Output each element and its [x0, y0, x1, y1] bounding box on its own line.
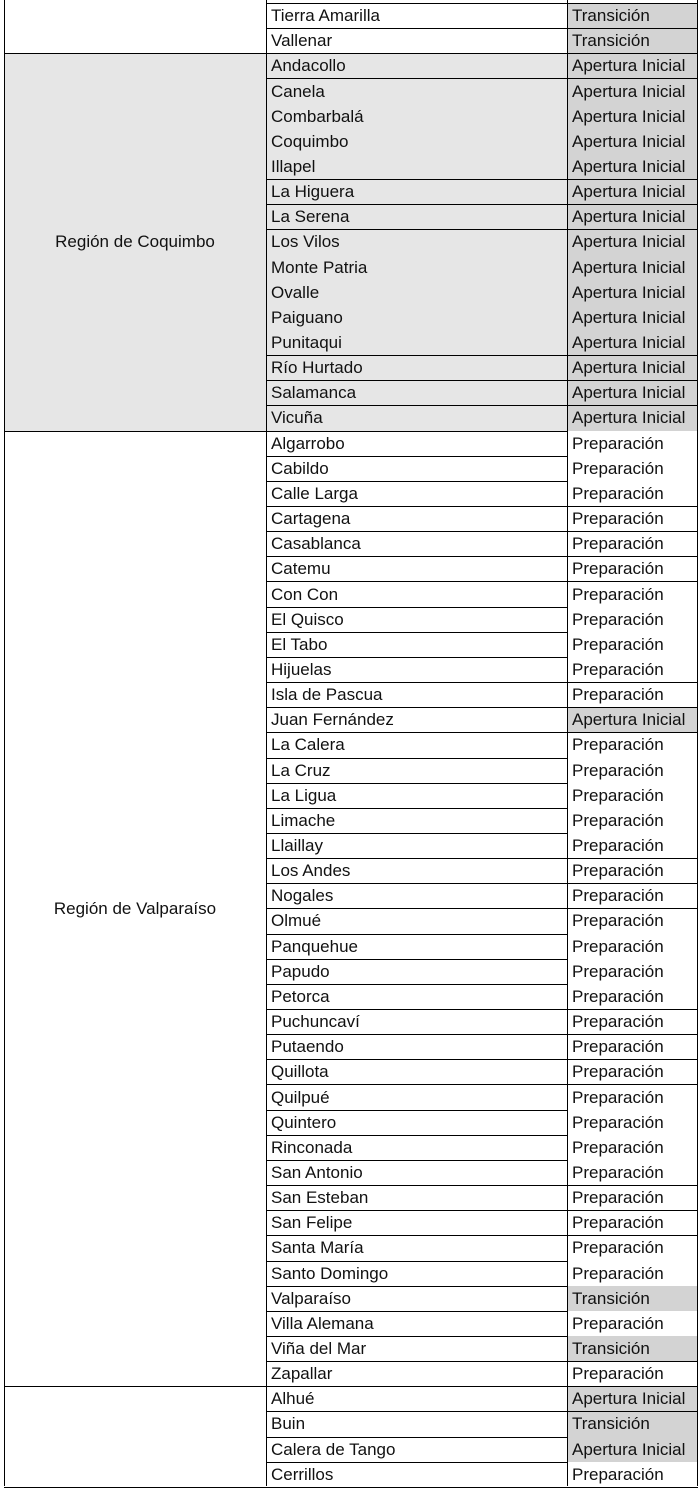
comuna-cell: Vicuña: [266, 406, 567, 431]
comuna-cell: Alhué: [271, 1389, 315, 1409]
fase-cell: Apertura Inicial: [567, 205, 697, 230]
fase-cell: Transición: [567, 1336, 697, 1361]
region-label: Región de Valparaíso: [53, 898, 217, 918]
table-row: [0, 758, 700, 783]
comuna-cell: Cabildo: [271, 458, 329, 478]
table-row: [0, 1311, 700, 1336]
table-row: [0, 1261, 700, 1286]
table-row: [0, 959, 700, 984]
comuna-cell: Panquehue: [271, 936, 358, 956]
fase-cell: Transición: [567, 1412, 697, 1437]
fase-cell: Preparación: [567, 1211, 697, 1236]
fase-cell: Preparación: [567, 532, 697, 557]
fase-cell: Apertura Inicial: [567, 356, 697, 381]
fase-cell: Apertura Inicial: [567, 381, 697, 406]
fase-cell: Preparación: [567, 1085, 697, 1110]
fase-cell: Preparación: [567, 657, 697, 682]
fase-cell: Preparación: [567, 507, 697, 532]
comuna-cell: La Serena: [266, 205, 567, 230]
fase-cell: Preparación: [567, 1110, 697, 1135]
table-row: [0, 154, 700, 179]
table-row: [0, 1211, 700, 1236]
table-row: [0, 557, 700, 582]
table-row: [0, 4, 700, 29]
table-row: [0, 683, 700, 708]
table-row: [0, 657, 700, 682]
comuna-cell: Santa María: [271, 1238, 364, 1258]
table-row: [0, 532, 700, 557]
fase-cell: Apertura Inicial: [567, 54, 697, 79]
comuna-cell: Canela: [266, 79, 567, 104]
fase-cell: Preparación: [567, 582, 697, 607]
comuna-cell: Papudo: [271, 961, 330, 981]
fase-cell: Preparación: [567, 431, 697, 456]
comuna-cell: Calera de Tango: [271, 1439, 396, 1459]
fase-cell: Preparación: [567, 632, 697, 657]
comuna-cell: Nogales: [271, 886, 334, 906]
comuna-cell: Salamanca: [266, 381, 567, 406]
table-row: [0, 381, 700, 406]
fase-cell: Apertura Inicial: [567, 406, 697, 431]
fase-cell: Transición: [567, 1286, 697, 1311]
table-row: [0, 456, 700, 481]
comuna-cell: Quillota: [271, 1062, 329, 1082]
table-row: [0, 632, 700, 657]
fase-cell: Preparación: [567, 1160, 697, 1185]
fase-cell: Apertura Inicial: [567, 154, 697, 179]
comuna-cell: Catemu: [271, 559, 331, 579]
fase-cell: Preparación: [567, 456, 697, 481]
comuna-cell: El Quisco: [271, 609, 344, 629]
table-row: [0, 1437, 700, 1462]
comuna-cell: Vallenar: [271, 31, 333, 51]
fase-cell: Apertura Inicial: [567, 1387, 697, 1412]
comuna-cell: Casablanca: [271, 534, 361, 554]
comuna-cell: Zapallar: [271, 1364, 333, 1384]
fase-cell: Preparación: [567, 481, 697, 506]
table-row: [0, 1236, 700, 1261]
comuna-cell: Juan Fernández: [271, 710, 394, 730]
fase-cell: Apertura Inicial: [567, 230, 697, 255]
comuna-cell: Rinconada: [271, 1137, 353, 1157]
fase-cell: Apertura Inicial: [567, 104, 697, 129]
comuna-cell: Limache: [271, 810, 336, 830]
comuna-cell: La Calera: [271, 735, 345, 755]
fase-cell: Preparación: [567, 758, 697, 783]
table-row: [0, 884, 700, 909]
comuna-cell: Coquimbo: [266, 129, 567, 154]
comuna-cell: San Esteban: [271, 1188, 369, 1208]
fase-cell: Preparación: [567, 808, 697, 833]
fase-cell: Apertura Inicial: [567, 330, 697, 355]
comuna-cell: Monte Patria: [266, 255, 567, 280]
comuna-cell: Putaendo: [271, 1037, 344, 1057]
comuna-cell: La Ligua: [271, 785, 337, 805]
column-divider: [266, 0, 267, 1486]
fase-cell: Preparación: [567, 1135, 697, 1160]
table-row: [0, 255, 700, 280]
fase-cell: Preparación: [567, 1010, 697, 1035]
fase-cell: Preparación: [567, 1186, 697, 1211]
fase-cell: Apertura Inicial: [567, 180, 697, 205]
fase-cell: Preparación: [567, 557, 697, 582]
table-row: [0, 808, 700, 833]
fase-cell: Preparación: [567, 909, 697, 934]
fase-cell: Apertura Inicial: [567, 305, 697, 330]
table-row: [0, 330, 700, 355]
table-row: [0, 1336, 700, 1361]
table-row: [0, 507, 700, 532]
fase-cell: Preparación: [567, 1362, 697, 1387]
table-row: [0, 1085, 700, 1110]
fase-cell: Preparación: [567, 959, 697, 984]
comuna-cell: Tierra Amarilla: [271, 6, 380, 26]
table-row: [0, 280, 700, 305]
table-row: [0, 406, 700, 431]
table-row: [0, 1362, 700, 1387]
fase-cell: Preparación: [567, 884, 697, 909]
fase-cell: Transición: [567, 29, 697, 54]
fase-cell: Apertura Inicial: [567, 1437, 697, 1462]
table-row: [0, 481, 700, 506]
fase-cell: Preparación: [567, 934, 697, 959]
comuna-cell: Los Vilos: [266, 230, 567, 255]
fase-cell: Preparación: [567, 1236, 697, 1261]
column-divider: [697, 0, 698, 1486]
comuna-cell: San Antonio: [271, 1162, 363, 1182]
table-row: [0, 1286, 700, 1311]
table-row: [0, 582, 700, 607]
comuna-cell: La Cruz: [271, 760, 331, 780]
fase-cell: Preparación: [567, 1462, 697, 1487]
column-divider: [567, 0, 568, 1486]
fase-cell: Apertura Inicial: [567, 129, 697, 154]
region-label: Región de Coquimbo: [55, 232, 215, 252]
comuna-cell: San Felipe: [271, 1213, 353, 1233]
comuna-cell: Combarbalá: [266, 104, 567, 129]
fase-cell: Preparación: [567, 1261, 697, 1286]
comuna-cell: Con Con: [271, 584, 339, 604]
table-row: [0, 733, 700, 758]
comuna-cell: Quilpué: [271, 1087, 330, 1107]
fase-cell: Preparación: [567, 859, 697, 884]
table-row: [0, 984, 700, 1009]
comuna-cell: El Tabo: [271, 634, 328, 654]
fase-cell: Apertura Inicial: [567, 79, 697, 104]
comuna-cell: Paiguano: [266, 305, 567, 330]
table-row: [0, 909, 700, 934]
fase-cell: Preparación: [567, 833, 697, 858]
table-row: [0, 1035, 700, 1060]
table-row: [0, 29, 700, 54]
table-row: [0, 205, 700, 230]
comuna-cell: Calle Larga: [271, 483, 358, 503]
table-row: [0, 431, 700, 456]
table-row: [0, 708, 700, 733]
comuna-cell: La Higuera: [266, 180, 567, 205]
fase-cell: Apertura Inicial: [567, 255, 697, 280]
comuna-cell: Algarrobo: [271, 433, 345, 453]
table-row: [0, 1412, 700, 1437]
fase-cell: Preparación: [567, 683, 697, 708]
column-divider: [4, 0, 5, 1486]
table-row: [0, 1110, 700, 1135]
table-row: [0, 129, 700, 154]
table-row: [0, 1462, 700, 1487]
fase-cell: Preparación: [567, 1060, 697, 1085]
comuna-cell: Cerrillos: [271, 1464, 334, 1484]
comuna-cell: Hijuelas: [271, 659, 332, 679]
table-row: [0, 54, 700, 79]
fase-cell: Preparación: [567, 1035, 697, 1060]
comuna-cell: Río Hurtado: [266, 356, 567, 381]
table-row: [0, 1060, 700, 1085]
table-row: [0, 1010, 700, 1035]
fase-cell: Preparación: [567, 1311, 697, 1336]
comuna-cell: Punitaqui: [266, 330, 567, 355]
table-row: [0, 305, 700, 330]
comuna-cell: Ovalle: [266, 280, 567, 305]
table-row: [0, 934, 700, 959]
fase-cell: Preparación: [567, 984, 697, 1009]
table-row: [0, 1135, 700, 1160]
fase-cell: Preparación: [567, 607, 697, 632]
table-row: [0, 833, 700, 858]
comuna-cell: Valparaíso: [271, 1288, 352, 1308]
comuna-cell: Illapel: [266, 154, 567, 179]
comuna-cell: Olmué: [271, 911, 322, 931]
table-row: [0, 356, 700, 381]
comuna-cell: Llaillay: [271, 836, 323, 855]
table-row: [0, 180, 700, 205]
table-row: [0, 607, 700, 632]
fase-cell: Transición: [567, 4, 697, 29]
fase-cell: Preparación: [567, 783, 697, 808]
comuna-cell: Santo Domingo: [271, 1263, 389, 1283]
comuna-cell: Cartagena: [271, 509, 351, 529]
table-row: [0, 79, 700, 104]
comuna-cell: Quintero: [271, 1112, 337, 1132]
comuna-cell: Isla de Pascua: [271, 685, 383, 705]
row-divider: [266, 3, 698, 4]
table-row: [0, 1160, 700, 1185]
comuna-cell: Andacollo: [266, 54, 567, 79]
table-row: [0, 859, 700, 884]
fase-cell: Apertura Inicial: [567, 708, 697, 733]
fase-cell: Apertura Inicial: [567, 280, 697, 305]
comuna-cell: Puchuncaví: [271, 1012, 360, 1032]
comuna-cell: Viña del Mar: [271, 1339, 367, 1358]
table-row: [0, 783, 700, 808]
comuna-cell: Buin: [271, 1414, 306, 1434]
comuna-cell: Villa Alemana: [271, 1313, 374, 1333]
table-row: [0, 1387, 700, 1412]
comuna-cell: Petorca: [271, 986, 330, 1006]
table-row: [0, 104, 700, 129]
table-row: [0, 1186, 700, 1211]
comuna-cell: Los Andes: [271, 861, 351, 881]
table-row: [0, 230, 700, 255]
fase-cell: Preparación: [567, 733, 697, 758]
